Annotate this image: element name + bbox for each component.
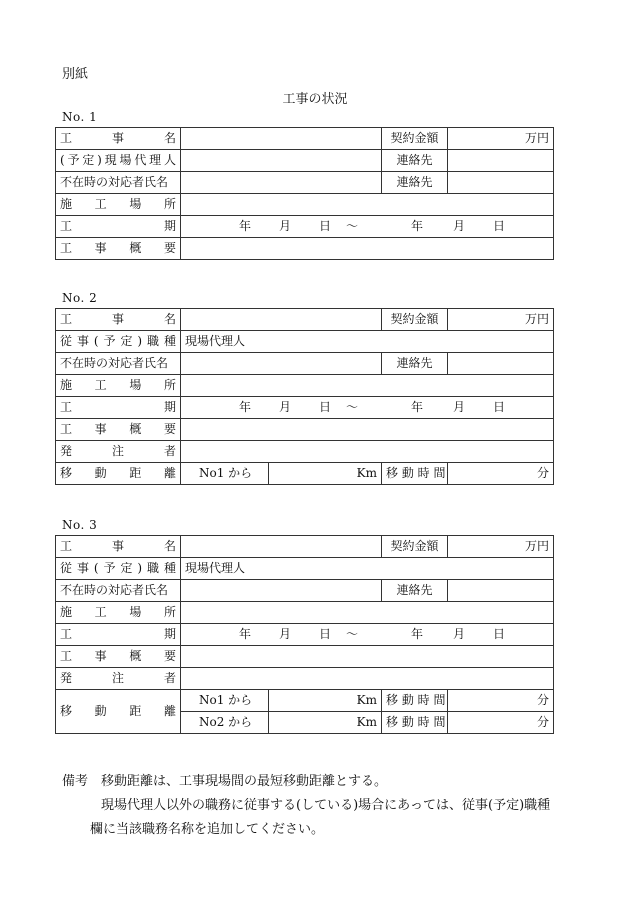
label-juji-shokushu: 従事(予定)職種	[56, 331, 181, 353]
section-table-3	[55, 535, 554, 734]
row-kyori-1	[56, 690, 554, 712]
row-yotei-genba	[56, 150, 554, 172]
field-juji-shokushu[interactable]: 現場代理人	[181, 331, 554, 353]
field-renraku[interactable]	[448, 172, 554, 194]
remarks-line-3: 欄に当該職務名称を追加してください。	[90, 822, 325, 837]
period-year-end: 年	[411, 627, 424, 641]
field-fun-1[interactable]: 分	[448, 463, 554, 485]
period-year-end: 年	[411, 219, 424, 233]
label-hatchusha: 発 注 者	[56, 441, 181, 463]
period-day-end: 日	[493, 219, 506, 233]
field-koji-mei[interactable]	[181, 128, 382, 150]
label-koji-mei: 工 事 名	[56, 309, 181, 331]
row-basho	[56, 194, 554, 216]
period-month-end: 月	[453, 400, 466, 414]
field-km-1[interactable]: Km	[269, 463, 382, 485]
field-gaiyo[interactable]	[181, 419, 554, 441]
label-renraku: 連絡先	[382, 580, 448, 602]
label-kyori: 移 動 距 離	[56, 690, 181, 734]
period-year-start: 年	[239, 219, 252, 233]
row-kouki	[56, 397, 554, 419]
field-kouki[interactable]	[181, 397, 554, 419]
period-month-end: 月	[453, 627, 466, 641]
field-basho[interactable]	[181, 602, 554, 624]
period-year-end: 年	[411, 400, 424, 414]
label-kouki: 工 期	[56, 624, 181, 646]
period-day-end: 日	[493, 627, 506, 641]
field-hatchusha[interactable]	[181, 668, 554, 690]
field-gaiyo[interactable]	[181, 646, 554, 668]
field-km-2[interactable]: Km	[269, 712, 382, 734]
label-gaiyo: 工 事 概 要	[56, 419, 181, 441]
period-day-end: 日	[493, 400, 506, 414]
field-basho[interactable]	[181, 194, 554, 216]
field-fuzai[interactable]	[181, 353, 382, 375]
period-separator: 〜	[346, 627, 359, 641]
label-juji-shokushu: 従事(予定)職種	[56, 558, 181, 580]
field-renraku[interactable]	[448, 353, 554, 375]
row-kouki	[56, 216, 554, 238]
section-table-2	[55, 308, 554, 485]
label-fuzai: 不在時の対応者氏名	[56, 353, 181, 375]
label-renraku: 連絡先	[382, 172, 448, 194]
label-keiyaku: 契約金額	[382, 536, 448, 558]
field-juji-shokushu[interactable]: 現場代理人	[181, 558, 554, 580]
label-keiyaku: 契約金額	[382, 309, 448, 331]
field-basho[interactable]	[181, 375, 554, 397]
row-juji-shokushu	[56, 331, 554, 353]
remarks-line-2: 現場代理人以外の職務に従事する(している)場合にあっては、従事(予定)職種	[101, 798, 551, 813]
label-basho: 施 工 場 所	[56, 375, 181, 397]
label-gaiyo: 工 事 概 要	[56, 646, 181, 668]
section-number-2: No. 2	[62, 291, 98, 305]
page-title: 工事の状況	[282, 92, 348, 107]
label-koji-mei: 工 事 名	[56, 536, 181, 558]
row-fuzai	[56, 580, 554, 602]
field-kouki[interactable]	[181, 216, 554, 238]
row-gaiyo	[56, 646, 554, 668]
field-keiyaku-unit[interactable]: 万円	[448, 309, 554, 331]
row-hatchusha	[56, 668, 554, 690]
attachment-label: 別紙	[62, 67, 89, 82]
label-no2-kara: No2 から	[181, 712, 269, 734]
field-fun-1[interactable]: 分	[448, 690, 554, 712]
label-basho: 施 工 場 所	[56, 194, 181, 216]
field-fun-2[interactable]: 分	[448, 712, 554, 734]
field-koji-mei[interactable]	[181, 536, 382, 558]
field-fuzai[interactable]	[181, 580, 382, 602]
field-hatchusha[interactable]	[181, 441, 554, 463]
row-fuzai	[56, 172, 554, 194]
label-keiyaku: 契約金額	[382, 128, 448, 150]
row-gaiyo	[56, 419, 554, 441]
row-juji-shokushu	[56, 558, 554, 580]
label-kouki: 工 期	[56, 216, 181, 238]
field-fuzai[interactable]	[181, 172, 382, 194]
label-renraku: 連絡先	[382, 150, 448, 172]
field-km-1[interactable]: Km	[269, 690, 382, 712]
row-kyori	[56, 463, 554, 485]
label-basho: 施 工 場 所	[56, 602, 181, 624]
row-basho	[56, 602, 554, 624]
period-day-start: 日	[319, 219, 332, 233]
label-gaiyo: 工 事 概 要	[56, 238, 181, 260]
label-ido-jikan: 移 動 時 間	[382, 712, 448, 734]
label-ido-jikan: 移 動 時 間	[382, 463, 448, 485]
row-gaiyo	[56, 238, 554, 260]
row-kouki	[56, 624, 554, 646]
period-day-start: 日	[319, 627, 332, 641]
field-keiyaku-unit[interactable]: 万円	[448, 128, 554, 150]
period-day-start: 日	[319, 400, 332, 414]
label-kyori: 移 動 距 離	[56, 463, 181, 485]
row-basho	[56, 375, 554, 397]
row-koji-mei	[56, 128, 554, 150]
label-hatchusha: 発 注 者	[56, 668, 181, 690]
period-separator: 〜	[346, 219, 359, 233]
period-month-end: 月	[453, 219, 466, 233]
period-separator: 〜	[346, 400, 359, 414]
period-month-start: 月	[279, 219, 292, 233]
section-number-1: No. 1	[62, 110, 98, 124]
period-month-start: 月	[279, 400, 292, 414]
field-renraku[interactable]	[448, 580, 554, 602]
row-koji-mei	[56, 536, 554, 558]
row-hatchusha	[56, 441, 554, 463]
label-yotei-genba: (予定)現場代理人	[56, 150, 181, 172]
period-month-start: 月	[279, 627, 292, 641]
field-yotei-genba[interactable]	[181, 150, 382, 172]
label-no1-kara: No1 から	[181, 690, 269, 712]
period-year-start: 年	[239, 400, 252, 414]
label-fuzai: 不在時の対応者氏名	[56, 580, 181, 602]
period-year-start: 年	[239, 627, 252, 641]
label-koji-mei: 工 事 名	[56, 128, 181, 150]
section-table-1	[55, 127, 554, 260]
field-renraku[interactable]	[448, 150, 554, 172]
label-no1-kara: No1 から	[181, 463, 269, 485]
field-koji-mei[interactable]	[181, 309, 382, 331]
section-number-3: No. 3	[62, 518, 98, 532]
field-kouki[interactable]	[181, 624, 554, 646]
label-fuzai: 不在時の対応者氏名	[56, 172, 181, 194]
remarks-line-1: 備考 移動距離は、工事現場間の最短移動距離とする。	[62, 774, 388, 789]
label-kouki: 工 期	[56, 397, 181, 419]
row-fuzai	[56, 353, 554, 375]
field-keiyaku-unit[interactable]: 万円	[448, 536, 554, 558]
field-gaiyo[interactable]	[181, 238, 554, 260]
label-renraku: 連絡先	[382, 353, 448, 375]
row-koji-mei	[56, 309, 554, 331]
label-ido-jikan: 移 動 時 間	[382, 690, 448, 712]
